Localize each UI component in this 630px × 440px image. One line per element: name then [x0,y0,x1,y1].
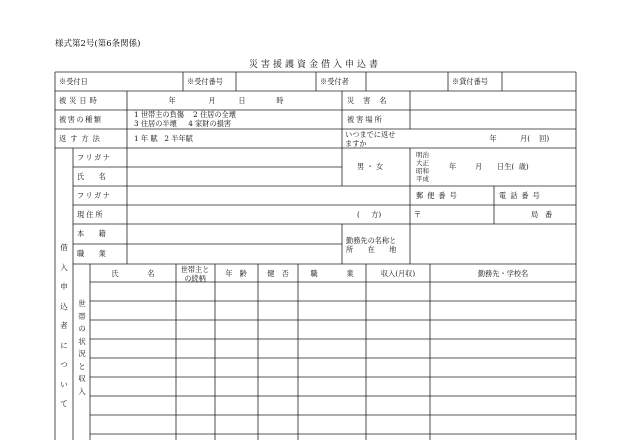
disaster-name-label: 災害名 [347,96,396,105]
damage-options-line2: 3 住居の半壊 4 家財の損害 [134,119,232,128]
address-direction: ( 方) [357,210,382,219]
repay-method-label: 返す方法 [59,134,104,143]
repay-until-label: いつまでに返せ ますか [345,130,396,148]
name-label: 氏 名 [77,172,106,181]
birth-day-age: 日生( 歳) [497,162,529,171]
household-section-label: 世 帯 の 状 況 と 収 入 [78,299,86,396]
repay-month-times: 月( 回) [520,134,550,143]
repay-options: 1 年 賦 2 半年賦 [134,134,193,143]
disaster-year-unit: 年 [168,96,176,105]
era-options: 明治 大正 昭和 平成 [416,151,429,184]
loan-number-label: ※貸付番号 [452,77,488,86]
furigana-label: フリガナ [77,153,112,162]
birth-month-unit: 月 [475,162,483,171]
col-work-header: 勤務先・学校名 [477,269,529,278]
disaster-date-label: 被災日時 [59,96,100,105]
applicant-section-label: 借 入 申 込 者 に つ い て [60,243,68,408]
furigana2-label: フリガナ [77,191,112,200]
col-age-header: 年 齢 [225,269,247,278]
sex-options: 男 ・ 女 [357,162,384,171]
occupation-label: 職 業 [77,249,106,258]
workplace-label: 勤務先の名称と 所 在 地 [346,236,397,254]
col-income-header: 収入(月収) [380,269,416,278]
damage-options-line1: 1 世帯主の負傷 2 住居の全壊 [134,110,236,119]
postal-mark: 〒 [414,210,422,219]
birth-year-unit: 年 [449,162,457,171]
disaster-hour-unit: 時 [276,96,284,105]
col-health-header: 健 否 [267,269,289,278]
phone-label: 電話番号 [499,191,544,200]
col-name-header: 氏 名 [111,269,155,278]
col-job-header: 職 業 [310,269,354,278]
applicant-section-char: 借 [60,243,68,252]
local-ban-label: 局 番 [531,210,553,219]
receipt-date-label: ※受付日 [59,77,88,86]
address-label: 現住所 [77,210,105,219]
disaster-month-unit: 月 [208,96,216,105]
receipt-number-label: ※受付番号 [187,77,223,86]
domicile-label: 本 籍 [77,229,106,238]
col-relation-header: 世帯主と の続柄 [180,265,210,283]
postal-code-label: 郵便番号 [416,191,461,200]
form-title: 災害援護資金借入申込書 [248,60,381,70]
damage-place-label: 被害場所 [347,115,384,124]
disaster-day-unit: 日 [238,96,246,105]
repay-year-unit: 年 [489,134,497,143]
damage-type-label: 被害の種類 [59,115,103,124]
receiver-label: ※受付者 [320,77,349,86]
form-caption: 様式第2号(第6条関係) [55,39,141,49]
